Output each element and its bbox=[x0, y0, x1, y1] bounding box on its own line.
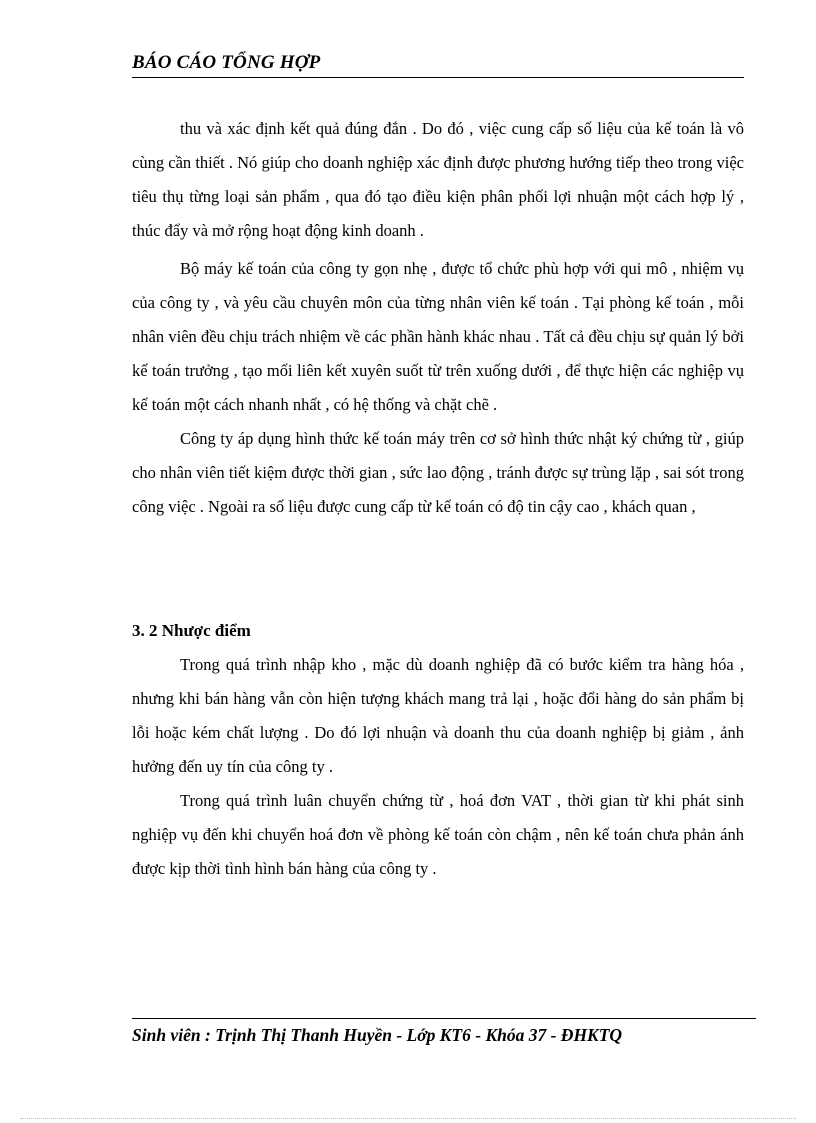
paragraph-accounting-structure: Bộ máy kế toán của công ty gọn nhẹ , được tổ chức phù hợp với qui mô , nhiệm vụ của công ty , và yêu cầu chuyên môn của từng nhân viên kế toán . Tại phòng kế toán , mỗi nhân viên đều chịu trách nhiệm về các phần hành khác nhau . Tất cả đều chịu sự quản lý bởi kế toán trưởng , tạo mối liên kết xuyên suốt từ trên xuống dưới , để thực hiện các nghiệp vụ kế toán một cách nhanh nhất , có hệ thống và chặt chẽ . bbox=[132, 259, 744, 414]
page-header bbox=[132, 52, 744, 78]
paragraph-returns-issue: Trong quá trình nhập kho , mặc dù doanh nghiệp đã có bước kiểm tra hàng hóa , nhưng khi bán hàng vẫn còn hiện tượng khách mang trả lại , hoặc đổi hàng do sản phẩm bị lỗi hoặc kém chất lượng . Do đó lợi nhuận và doanh thu của doanh nghiệp bị giảm , ảnh hưởng đến uy tín của công ty . bbox=[132, 655, 744, 776]
section-heading-weaknesses: 3. 2 Nhược điểm bbox=[132, 621, 251, 640]
paragraph-continuation: thu và xác định kết quả đúng đắn . Do đó , việc cung cấp số liệu của kế toán là vô cùng cần thiết . Nó giúp cho doanh nghiệp xác định được phương hướng tiếp theo trong việc tiêu thụ từng loại sản phẩm , qua đó tạo điều kiện phân phối lợi nhuận một cách hợp lý , thúc đẩy và mở rộng hoạt động kinh doanh . bbox=[132, 119, 744, 240]
paragraph-accounting-software: Công ty áp dụng hình thức kế toán máy trên cơ sở hình thức nhật ký chứng từ , giúp cho nhân viên tiết kiệm được thời gian , sức lao động , tránh được sự trùng lặp , sai sót trong công việc . Ngoài ra số liệu được cung cấp từ kế toán có độ tin cậy cao , khách quan , bbox=[132, 429, 744, 516]
report-title: BÁO CÁO TỔNG HỢP bbox=[132, 52, 321, 73]
page-footer bbox=[132, 1018, 756, 1046]
student-info: Sinh viên : Trịnh Thị Thanh Huyền - Lớp KT6 - Khóa 37 - ĐHKTQ bbox=[132, 1025, 623, 1045]
page-bottom-edge bbox=[20, 1118, 796, 1119]
document-body bbox=[132, 112, 744, 886]
paragraph-invoice-delay: Trong quá trình luân chuyển chứng từ , hoá đơn VAT , thời gian từ khi phát sinh nghiệp vụ đến khi chuyển hoá đơn về phòng kế toán còn chậm , nên kế toán chưa phản ánh được kịp thời tình hình bán hàng của công ty . bbox=[132, 791, 744, 878]
